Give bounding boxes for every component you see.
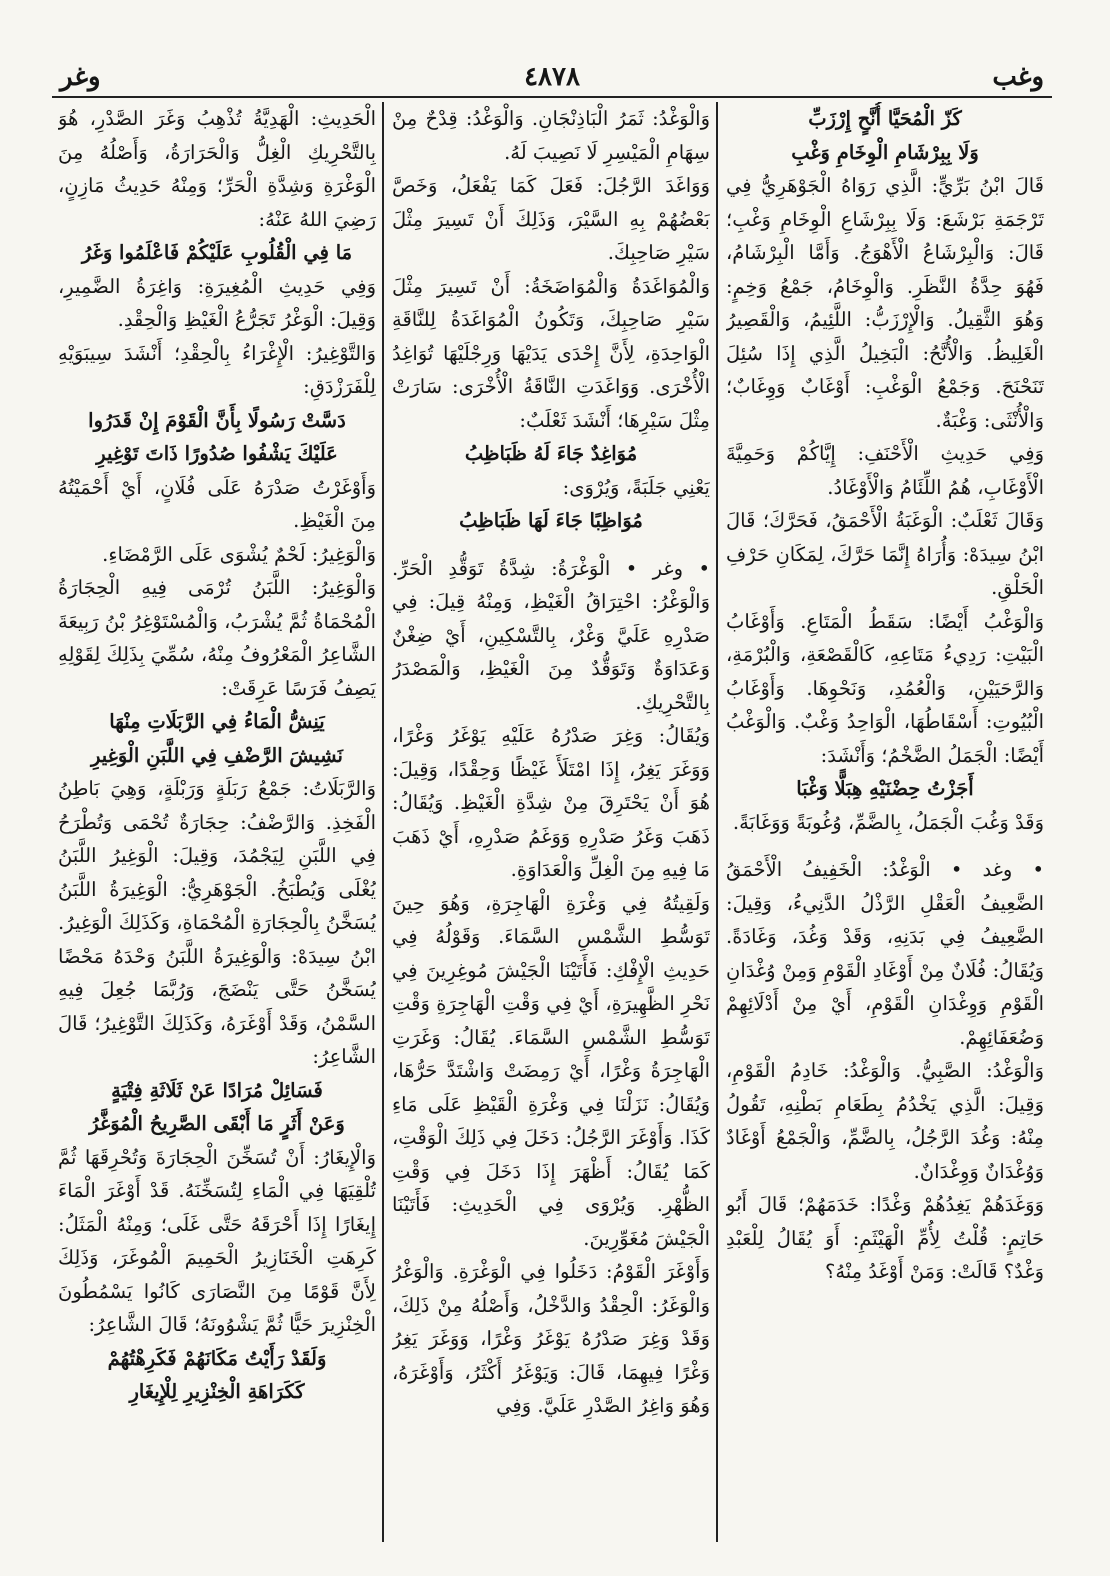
column-right: [726, 102, 1044, 1542]
running-headword-right: وغب: [992, 62, 1044, 92]
entry-wghd: • وغد • الْوَغْدُ: الْخَفِيفُ الْأَحْمَقُ الضَّعِيفُ الْعَقْلِ الرَّذْلُ الدَّنِيءُ، وَقِيلَ: الضَّعِيفُ فِي بَدَنِهِ، وَقَدْ وَغُدَ، وَغَادَةً. وَيُقَالُ: فُلَانٌ مِنْ أَوْغَادِ الْقَوْمِ وَمِنْ وُغْدَانِ الْقَوْمِ وَوِغْدَانِ الْقَوْمِ، أَيْ مِنْ أَدْلَائِهِمْ وَضُعَفَائِهِمْ.: [726, 858, 1044, 1049]
paragraph: وَالْإِيغَارُ: أَنْ تُسَخِّنَ الْحِجَارَةَ وَتُحْرِقَهَا ثُمَّ تُلْقِيَهَا فِي الْمَاءِ لِتُسَخِّنَهُ. قَدْ أَوْغَرَ الْمَاءَ إِيغَارًا إِذَا أَحْرَقَهُ حَتَّى غَلَى؛ وَمِنْهُ الْمَثَلُ: كَرِهَتِ الْخَنَازِيرُ الْحَمِيمَ الْمُوغَرَ، وَذَلِكَ لِأَنَّ قَوْمًا مِنَ النَّصَارَى كَانُوا يَسْمُطُونَ الْخِنْزِيرَ حَيًّا ثُمَّ يَشْوُونَهُ؛ قَالَ الشَّاعِرُ:: [58, 1145, 376, 1336]
page-number: ٤٨٧٨: [524, 62, 580, 92]
verse-line: يَنِشُّ الْمَاءُ فِي الرَّبَلَاتِ مِنْهَا: [109, 710, 325, 733]
column-middle: [392, 102, 710, 1542]
entry-wghr: • وغر • الْوَغْرَةُ: شِدَّةُ تَوَقُّدِ الْحَرِّ. وَالْوَغْرُ: احْتِرَاقُ الْغَيْظِ، وَمِنْهُ قِيلَ: فِي صَدْرِهِ عَلَيَّ وَغْرٌ، بِالتَّسْكِينِ، أَيْ ضِغْنٌ وَعَدَاوَةٌ وَتَوَقُّدٌ مِنَ الْغَيْظِ، وَالْمَصْدَرُ بِالتَّحْرِيكِ.: [392, 556, 710, 714]
column-divider: [716, 102, 718, 1542]
paragraph: وَيُقَالُ: وَغِرَ صَدْرُهُ عَلَيْهِ يَوْغَرُ وَغْرًا، وَوَغَرَ يَغِرُ، إِذَا امْتَلَأَ غَيْظًا وَحِقْدًا، وَقِيلَ: هُوَ أَنْ يَحْتَرِقَ مِنْ شِدَّةِ الْغَيْظِ. وَيُقَالُ: ذَهَبَ وَغَرُ صَدْرِهِ وَوَغَمُ صَدْرِهِ، أَيْ ذَهَبَ مَا فِيهِ مِنَ الْغِلِّ وَالْعَدَاوَةِ.: [392, 724, 710, 881]
paragraph: وَالْوَغِيرُ: اللَّبَنُ تُرْمَى فِيهِ الْحِجَارَةُ الْمُحْمَاةُ ثُمَّ يُشْرَبُ، وَالْمُسْتَوْغِرُ بْنُ رَبِيعَةَ الشَّاعِرُ الْمَعْرُوفُ مِنْهُ، سُمِّيَ بِذَلِكَ لِقَوْلِهِ يَصِفُ فَرَسًا عَرِقَتْ:: [58, 576, 376, 700]
paragraph: وَوَاغَدَ الرَّجُلَ: فَعَلَ كَمَا يَفْعَلُ، وَخَصَّ بَعْضُهُمْ بِهِ السَّيْرَ، وَذَلِكَ أَنْ تَسِيرَ مِثْلَ سَيْرِ صَاحِبِكَ.: [392, 174, 710, 264]
paragraph: وَالْمُوَاغَدَةُ وَالْمُوَاضَخَةُ: أَنْ تَسِيرَ مِثْلَ سَيْرِ صَاحِبِكَ، وَتَكُونُ الْمُوَاغَدَةُ لِلنَّاقَةِ الْوَاحِدَةِ، لِأَنَّ إِحْدَى يَدَيْهَا وَرِجْلَيْهَا تُوَاغِدُ الْأُخْرَى. وَوَاغَدَتِ النَّاقَةُ الْأُخْرَى: سَارَتْ مِثْلَ سَيْرِهَا؛ أَنْشَدَ ثَعْلَبٌ:: [392, 274, 710, 432]
header-rule: [52, 96, 1052, 98]
text-columns: [52, 102, 1052, 1542]
paragraph: وَالْوَغْدُ: الصَّبِيُّ. وَالْوَغْدُ: خَادِمُ الْقَوْمِ، وَقِيلَ: الَّذِي يَخْدُمُ بِطَعَامِ بَطْنِهِ، تَقُولُ مِنْهُ: وَغُدَ الرَّجُلُ، بِالضَّمِّ، وَالْجَمْعُ أَوْغَادٌ وَوُغْدَانٌ وَوِغْدَانٌ.: [726, 1059, 1044, 1183]
paragraph: وَالْوَغِيرُ: لَحْمٌ يُشْوَى عَلَى الرَّمْضَاءِ.: [102, 542, 376, 566]
paragraph: الْحَدِيثِ: الْهَدِيَّةُ تُذْهِبُ وَغَرَ الصَّدْرِ، هُوَ بِالتَّحْرِيكِ الْغِلُّ وَالْحَرَارَةُ، وَأَصْلُهُ مِنَ الْوَغْرَةِ وَشِدَّةِ الْحَرِّ؛ وَمِنْهُ حَدِيثُ مَازِنٍ، رَضِيَ اللهُ عَنْهُ:: [58, 107, 376, 231]
verse-line: كَكَرَاهَةِ الْخِنْزِيرِ لِلْإِيغَارِ: [129, 1380, 305, 1403]
verse-line: نَشِيشَ الرَّضْفِ فِي اللَّبَنِ الْوَغِيرِ: [91, 743, 343, 767]
paragraph: وَأَوْغَرْتُ صَدْرَهُ عَلَى فُلَانٍ، أَيْ أَحْمَيْتُهُ مِنَ الْغَيْظِ.: [58, 475, 376, 532]
verse-line: كَزّ الْمُحَيَّا أُنَّحٍ إِرْزَبِّ: [808, 107, 962, 130]
paragraph: وَقَدْ وَغُبَ الْجَمَلُ، بِالضَّمِّ، وُغُوبَةً وَوَغَابَةً.: [732, 810, 1044, 834]
paragraph: وَالْوَغْدُ: ثَمَرُ الْبَاذِنْجَانِ. وَالْوَغْدُ: قِدْحٌ مِنْ سِهَامِ الْمَيْسِرِ لَا نَصِيبَ لَهُ.: [392, 107, 710, 164]
paragraph: قَالَ ابْنُ بَرِّيٍّ: الَّذِي رَوَاهُ الْجَوْهَرِيُّ فِي تَرْجَمَةِ بَرْشَعَ: وَلَا بِبِرْشَاعِ الْوِخَامِ وَغْبِ؛ قَالَ: وَالْبِرْشَاعُ الْأَهْوَجُ. وَأَمَّا الْبِرْشَامُ، فَهُوَ حِدَّةُ النَّظَرِ. وَالْوِخَامُ، جَمْعُ وَخِمٍ: وَهُوَ الثَّقِيلُ. وَالْإِرْزَبُّ: اللَّئِيمُ، وَالْقَصِيرُ الْغَلِيظُ. وَالْأُنَّحُ: الْبَخِيلُ الَّذِي إِذَا سُئِلَ تَنَحْنَحَ. وَجَمْعُ الْوَغْبِ: أَوْغَابٌ وَوِغَابٌ؛ وَالْأُنْثَى: وَغْبَةٌ.: [726, 174, 1044, 432]
paragraph: وَوَغَدَهُمْ يَغِدُهُمْ وَغْدًا: خَدَمَهُمْ؛ قَالَ أَبُو حَاتِمٍ: قُلْتُ لِأُمِّ الْهَيْثَمِ: أَوَ يُقَالُ لِلْعَبْدِ وَغْدٌ؟ قَالَتْ: وَمَنْ أَوْغَدُ مِنْهُ؟: [726, 1193, 1044, 1283]
paragraph: وَالرَّبَلَاتُ: جَمْعُ رَبَلَةٍ وَرَبْلَةٍ، وَهِيَ بَاطِنُ الْفَخِذِ. وَالرَّضْفُ: حِجَارَةٌ تُحْمَى وَتُطْرَحُ فِي اللَّبَنِ لِيَجْمُدَ، وَقِيلَ: الْوَغِيرُ اللَّبَنُ يُغْلَى وَيُطْبَخُ. الْجَوْهَرِيُّ: الْوَغِيرَةُ اللَّبَنُ يُسَخَّنُ بِالْحِجَارَةِ الْمُحْمَاةِ، وَكَذَلِكَ الْوَغِيرُ. ابْنُ سِيدَهْ: وَالْوَغِيرَةُ اللَّبَنُ وَحْدَهُ مَحْضًا يُسَخَّنُ حَتَّى يَنْضَجَ، وَرُبَّمَا جُعِلَ فِيهِ السَّمْنُ، وَقَدْ أَوْغَرَهُ، وَكَذَلِكَ التَّوْغِيرُ؛ قَالَ الشَّاعِرُ:: [58, 777, 376, 1068]
paragraph: يَعْنِي جَلَبَةً، وَيُرْوَى:: [562, 475, 710, 499]
column-divider: [382, 102, 384, 1542]
paragraph: وَلَقِيتُهُ فِي وَغْرَةِ الْهَاجِرَةِ، وَهُوَ حِينَ تَوَسُّطِ الشَّمْسِ السَّمَاءَ. وَقَوْلُهُ فِي حَدِيثِ الْإِفْكِ: فَأَتَيْنَا الْجَيْشَ مُوغِرِينَ فِي نَحْرِ الظَّهِيرَةِ، أَيْ فِي وَقْتِ الْهَاجِرَةِ وَقْتِ تَوَسُّطِ الشَّمْسِ السَّمَاءَ. يُقَالُ: وَغَرَتِ الْهَاجِرَةُ وَغْرًا، أَيْ رَمِضَتْ وَاشْتَدَّ حَرُّهَا، وَيُقَالُ: نَزَلْنَا فِي وَغْرَةِ الْقَيْظِ عَلَى مَاءِ كَذَا. وَأَوْغَرَ الرَّجُلُ: دَخَلَ فِي ذَلِكَ الْوَقْتِ، كَمَا يُقَالُ: أَظْهَرَ إِذَا دَخَلَ فِي وَقْتِ الظُّهْرِ. وَيُرْوَى فِي الْحَدِيثِ: فَأَتَيْنَا الْجَيْشَ مُغَوِّرِينَ.: [392, 891, 710, 1250]
verse-line: دَسَّتْ رَسُولًا بِأَنَّ الْقَوْمَ إِنْ قَدَرُوا: [88, 408, 346, 432]
column-left: [58, 102, 376, 1542]
verse-line: وَلَا بِبِرْشَامِ الْوِخَامِ وَغْبِ: [791, 140, 979, 164]
paragraph: وَالتَّوْغِيرُ: الْإِغْرَاءُ بِالْحِقْدِ؛ أَنْشَدَ سِيبَوَيْهِ لِلْفَرَزْدَقِ:: [58, 341, 376, 398]
verse-line: مُوَاظِبًا جَاءَ لَهَا ظَبَاظِبُ: [459, 509, 643, 532]
running-headword-left: وغر: [60, 62, 101, 92]
verse-line: مَا فِي الْقُلُوبِ عَلَيْكُمْ فَاعْلَمُوا وَغَرُ: [81, 241, 353, 264]
paragraph: وَقَالَ ثَعْلَبٌ: الْوَغَبَةُ الْأَحْمَقُ، فَحَرَّكَ؛ قَالَ ابْنُ سِيدَهْ: وَأُرَاهُ إِنَّمَا حَرَّكَ، لِمَكَانِ حَرْفِ الْحَلْقِ.: [726, 509, 1044, 599]
paragraph: وَالْوَغْبُ أَيْضًا: سَقَطُ الْمَتَاعِ. وَأَوْغَابُ الْبَيْتِ: رَدِيءُ مَتَاعِهِ، كَالْقَصْعَةِ، وَالْبُرْمَةِ، وَالرَّحَيَيْنِ، وَالْعُمُدِ، وَنَحْوِهَا. وَأَوْغَابُ الْبُيُوتِ: أَسْقَاطُهَا، الْوَاحِدُ وَغْبٌ. وَالْوَغْبُ أَيْضًا: الْجَمَلُ الضَّخْمُ؛ وَأَنْشَدَ:: [726, 609, 1044, 767]
page-header: [52, 58, 1052, 94]
verse-line: عَلَيْكَ يَشْفُوا صُدُورًا ذَاتَ تَوْغِيرِ: [96, 442, 338, 465]
paragraph: وَأَوْغَرَ الْقَوْمُ: دَخَلُوا فِي الْوَغْرَةِ. وَالْوَغْرُ وَالْوَغَرُ: الْحِقْدُ وَالدَّخْلُ، وَأَصْلُهُ مِنْ ذَلِكَ، وَقَدْ وَغِرَ صَدْرُهُ يَوْغَرُ وَغْرًا، وَوَغَرَ يَغِرُ وَغْرًا فِيهِمَا، قَالَ: وَيَوْغَرُ أَكْثَرُ، وَأَوْغَرَهُ، وَهُوَ وَاغِرُ الصَّدْرِ عَلَيَّ. وَفِي: [392, 1260, 710, 1417]
paragraph: وَفِي حَدِيثِ الْأَحْنَفِ: إِيَّاكُمْ وَحَمِيَّةَ الْأَوْغَابِ، هُمُ اللِّئَامُ وَالْأَوْغَادُ.: [726, 442, 1044, 499]
verse-line: وَلَقَدْ رَأَيْتُ مَكَانَهُمْ فَكَرِهْتُهُمْ: [107, 1346, 327, 1370]
verse-line: مُوَاغِدٌ جَاءَ لَهُ ظَبَاظِبُ: [464, 442, 638, 465]
verse-line: فَسَائِلْ مُرَادًا عَنْ ثَلَاثَةِ فِتْيَةٍ: [111, 1078, 323, 1102]
verse-line: أَجَزْتُ حِضْنَيْهِ هِبَلًّا وَغْبَا: [796, 777, 974, 800]
verse-line: وَعَنْ أَثَرٍ مَا أَبْقَى الصَّرِيحُ الْمُوَغَّرُ: [89, 1112, 345, 1135]
paragraph: وَفِي حَدِيثِ الْمُغِيرَةِ: وَاغِرَةُ الضَّمِيرِ، وَقِيلَ: الْوَغْرُ تَجَرُّعُ الْغَيْظِ وَالْحِقْدِ.: [58, 274, 376, 331]
